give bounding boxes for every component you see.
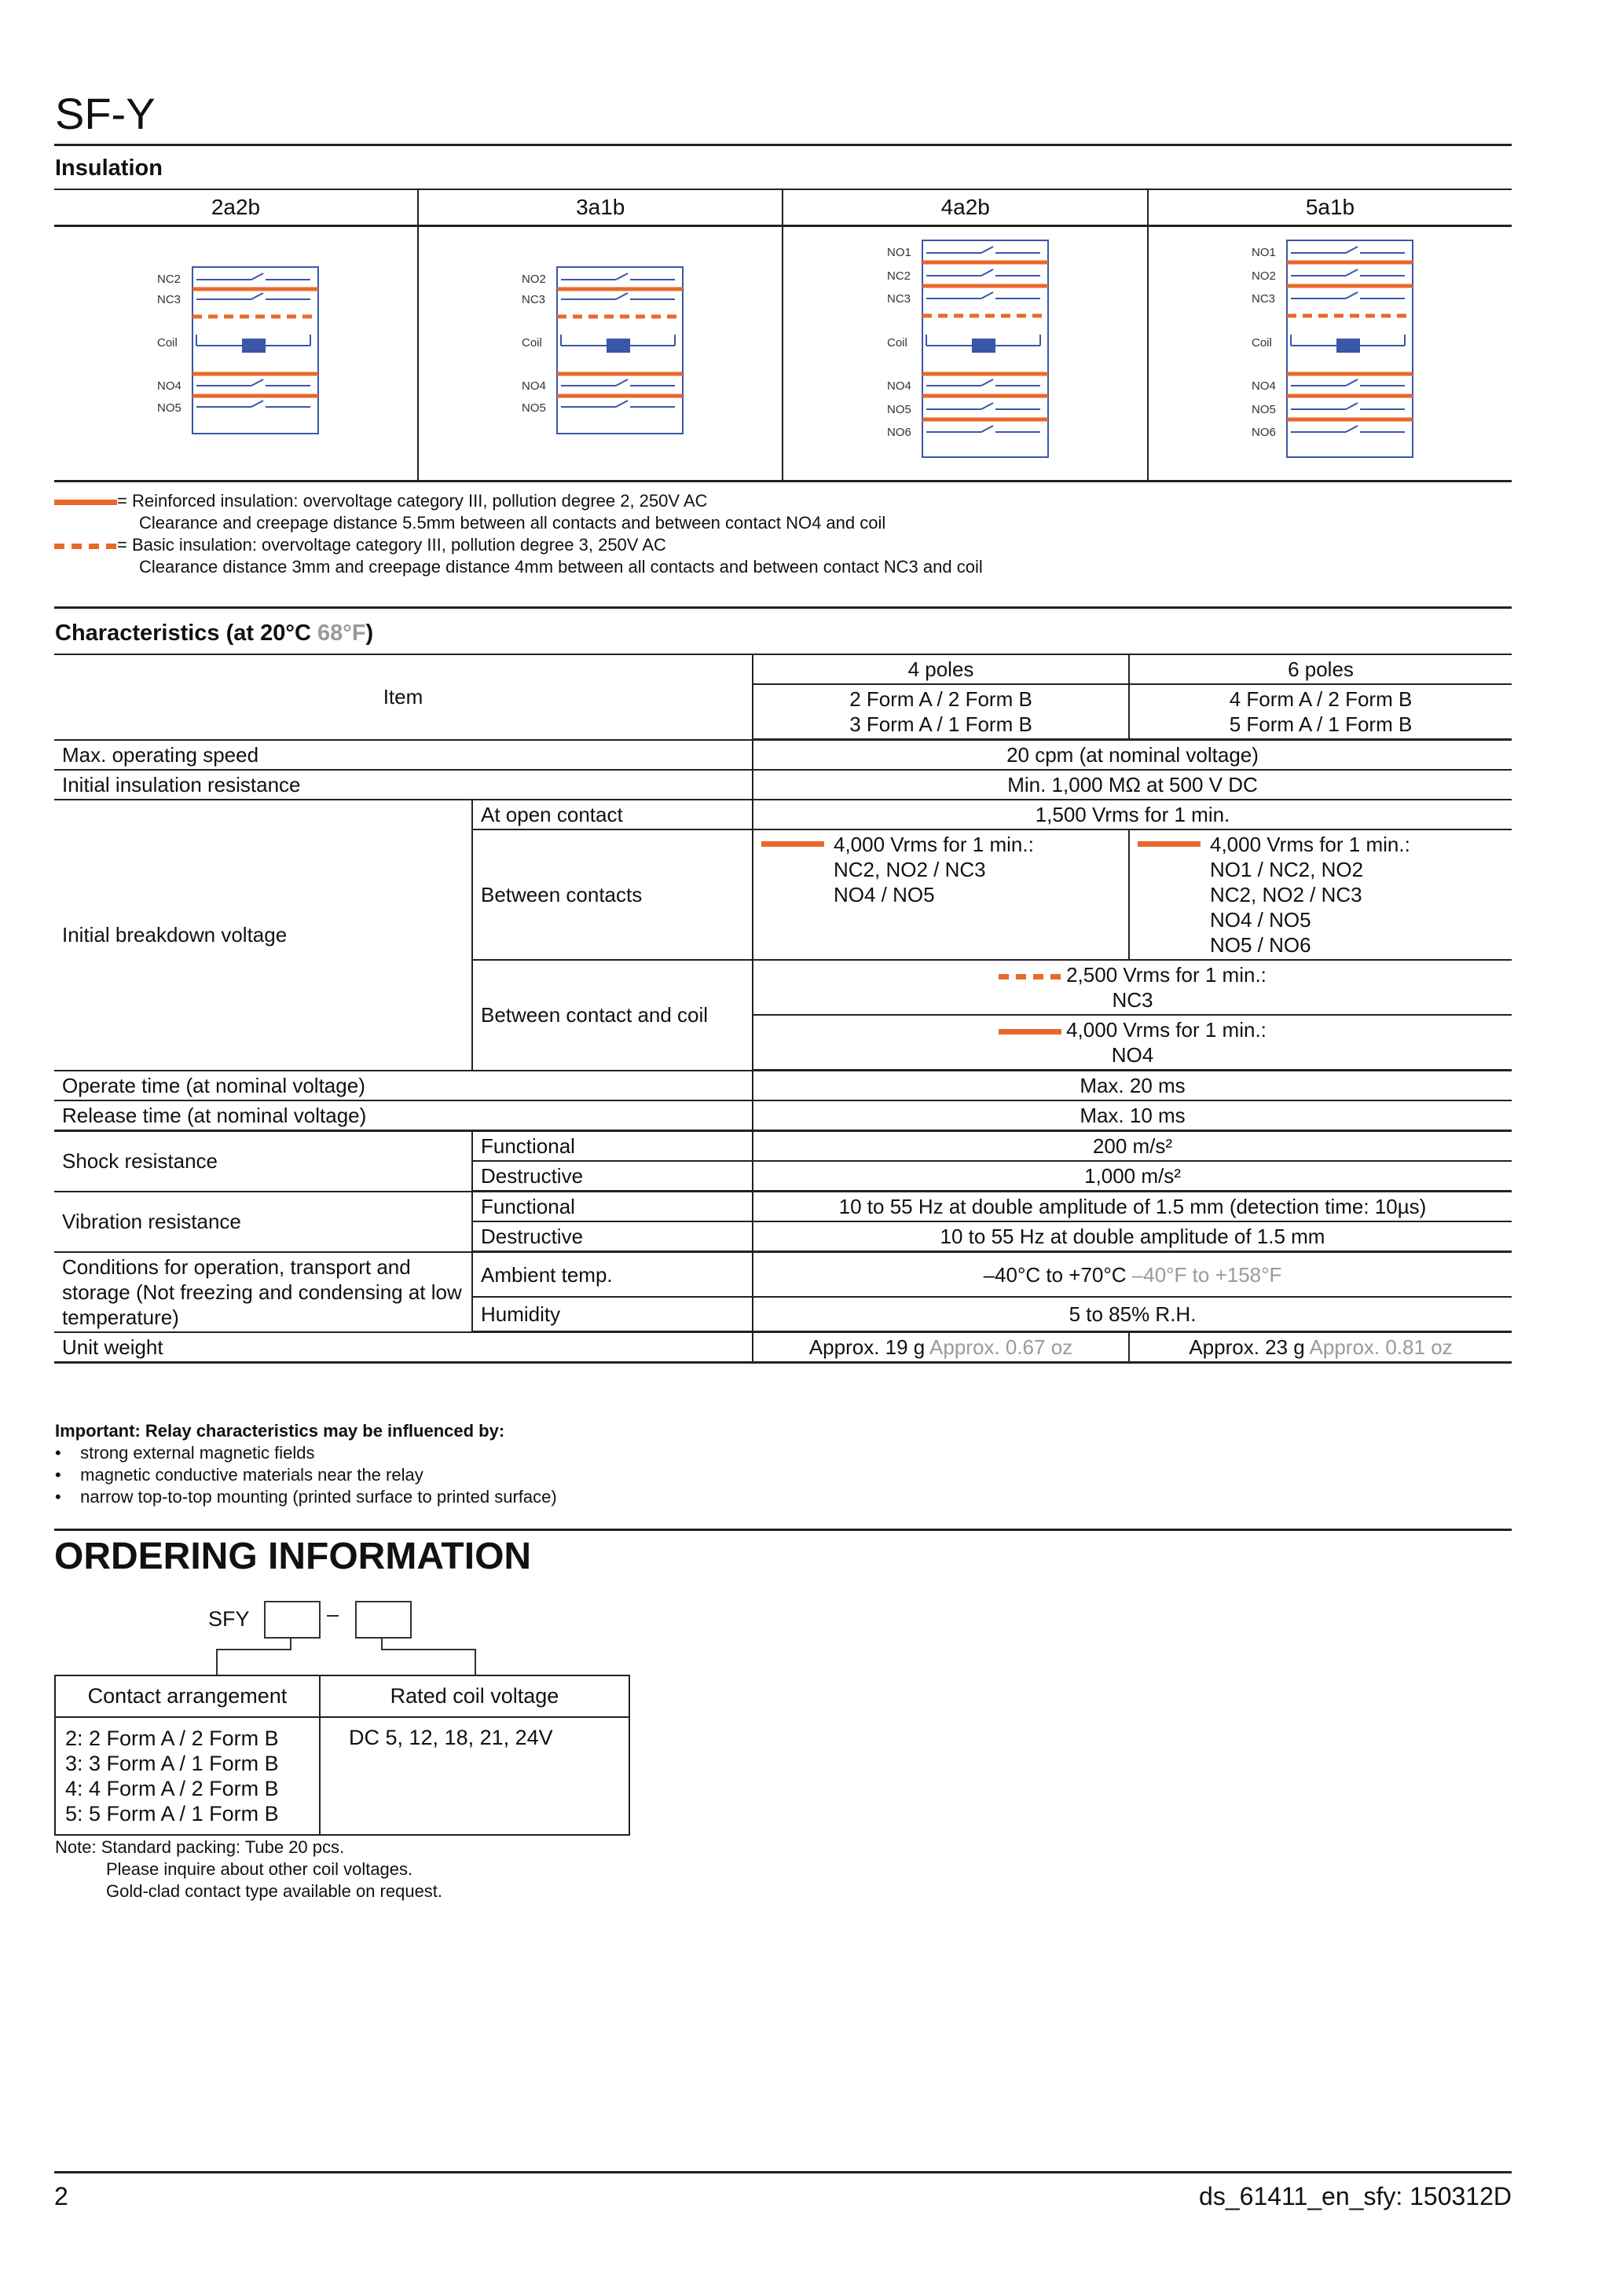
- pin-label: NO1: [886, 245, 911, 259]
- reinforced-line-icon: [54, 500, 117, 505]
- legend-text: = Basic insulation: overvoltage category III, pollution degree 3, 250V AC: [117, 535, 666, 555]
- row-label: Initial insulation resistance: [54, 770, 753, 800]
- row-value: 1,500 Vrms for 1 min.: [753, 800, 1512, 829]
- page-title: SF-Y: [55, 89, 156, 138]
- pin-label: Coil: [1251, 335, 1272, 350]
- row-value: Max. 20 ms: [753, 1071, 1512, 1101]
- ordering-heading: ORDERING INFORMATION: [54, 1536, 532, 1577]
- page-number: 2: [54, 2182, 68, 2210]
- form-text: 4 Form A / 2 Form B: [1229, 687, 1413, 711]
- value-line: NC2, NO2 / NC3: [1210, 883, 1362, 906]
- contact-code-box: [264, 1601, 321, 1639]
- between4-value: [753, 829, 1129, 960]
- pin-label: NC3: [1251, 291, 1275, 306]
- value-line: NO1 / NC2, NO2: [1210, 858, 1364, 881]
- value-line: NO4 / NO5: [1210, 908, 1311, 932]
- sub-label: Functional: [472, 1131, 753, 1162]
- value-oz: Approx. 0.67 oz: [929, 1335, 1073, 1359]
- sub-label: Functional: [472, 1192, 753, 1222]
- coil-b-value: [753, 1015, 1512, 1071]
- value-oz: Approx. 0.81 oz: [1309, 1335, 1453, 1359]
- row-label: Initial breakdown voltage: [54, 800, 472, 1071]
- section-rule: [54, 1529, 1512, 1531]
- arrangement-option: 4: 4 Form A / 2 Form B: [65, 1777, 279, 1800]
- row-value: 10 to 55 Hz at double amplitude of 1.5 mm: [753, 1221, 1512, 1252]
- list-item-text: narrow top-to-top mounting (printed surface to printed surface): [80, 1487, 557, 1507]
- row-label: Conditions for operation, transport and storage (Not freezing and condensing at low temperature): [54, 1252, 472, 1332]
- schematic-cell: [418, 226, 783, 482]
- sub-label: Destructive: [472, 1221, 753, 1252]
- order-connector-lines: [54, 1637, 630, 1676]
- insulation-legend: [54, 490, 983, 578]
- rated-voltage-header: Rated coil voltage: [320, 1675, 629, 1717]
- note-line: Gold-clad contact type available on request.: [106, 1881, 443, 1901]
- pin-label: Coil: [156, 335, 178, 350]
- pin-label: NC2: [886, 269, 911, 283]
- list-item: • narrow top-to-top mounting (printed surface to printed surface): [55, 1487, 557, 1507]
- note-line: Note: Standard packing: Tube 20 pcs.: [55, 1837, 345, 1857]
- sub-label: Humidity: [472, 1297, 753, 1332]
- value-line: NO4: [1111, 1043, 1154, 1067]
- basic-line-icon: [54, 544, 117, 549]
- characteristics-heading: [55, 621, 373, 646]
- value-text: Approx. 23 g: [1189, 1335, 1305, 1359]
- row-value: 5 to 85% R.H.: [753, 1297, 1512, 1332]
- weight4: [753, 1332, 1129, 1363]
- ordering-table: [54, 1675, 630, 1836]
- weight6: [1129, 1332, 1512, 1363]
- value-line: 4,000 Vrms for 1 min.:: [1066, 1018, 1267, 1042]
- voltage-code-box: [355, 1601, 412, 1639]
- footer-rule: [54, 2171, 1512, 2173]
- section-rule: [54, 606, 1512, 609]
- pin-label: NO4: [886, 379, 911, 393]
- pin-label: NO6: [886, 425, 911, 439]
- value-text: Approx. 19 g: [808, 1335, 926, 1359]
- coil-a-value: [753, 960, 1512, 1015]
- reinforced-line-icon: [761, 841, 824, 847]
- between6-value: [1129, 829, 1512, 960]
- row-label: Max. operating speed: [54, 740, 753, 771]
- pin-label: NC3: [156, 292, 181, 306]
- pin-label: NO5: [522, 401, 547, 415]
- reinforced-line-icon: [1138, 841, 1201, 847]
- characteristics-table: [54, 654, 1512, 1364]
- schematic-cell: [1148, 226, 1512, 482]
- heading-text: Characteristics (at 20°C: [55, 621, 317, 646]
- value-fahrenheit: –40°F to +158°F: [1131, 1262, 1282, 1287]
- pin-label: NC3: [522, 292, 546, 306]
- value-text: –40°C to +70°C: [983, 1262, 1127, 1287]
- row-value: 200 m/s²: [753, 1131, 1512, 1162]
- row-label: Operate time (at nominal voltage): [54, 1071, 753, 1101]
- pin-label: Coil: [522, 335, 543, 350]
- important-heading: Important: Relay characteristics may be influenced by:: [55, 1421, 505, 1441]
- legend-text: Clearance and creepage distance 5.5mm between all contacts and between contact NO4 and coil: [139, 513, 886, 533]
- sub-label: Between contact and coil: [472, 960, 753, 1071]
- pin-label: Coil: [886, 335, 907, 350]
- ordering-notes: [55, 1836, 442, 1902]
- list-item: • magnetic conductive materials near the relay: [55, 1465, 423, 1485]
- row-label: Vibration resistance: [54, 1192, 472, 1252]
- sub-label: Ambient temp.: [472, 1252, 753, 1298]
- value-line: NC2, NO2 / NC3: [834, 858, 986, 881]
- arrangements-cell: [55, 1717, 320, 1835]
- important-notes: [55, 1420, 557, 1508]
- legend-text: Clearance distance 3mm and creepage distance 4mm between all contacts and between contact NC3 and coil: [139, 557, 983, 577]
- note-line: Please inquire about other coil voltages.: [106, 1859, 413, 1879]
- row-label: Release time (at nominal voltage): [54, 1100, 753, 1131]
- pin-label: NO2: [522, 272, 547, 286]
- col-4a2b: 4a2b: [783, 189, 1148, 226]
- pin-label: NO4: [156, 379, 181, 393]
- doc-id: ds_61411_en_sfy: 150312D: [1199, 2182, 1512, 2210]
- list-item-text: strong external magnetic fields: [80, 1443, 315, 1463]
- voltages-cell: DC 5, 12, 18, 21, 24V: [320, 1717, 629, 1835]
- list-item-text: magnetic conductive materials near the relay: [80, 1465, 423, 1485]
- poles4-header: 4 poles: [753, 654, 1129, 684]
- heading-text: ): [365, 621, 374, 646]
- forms4: [753, 684, 1129, 740]
- reinforced-line-icon: [999, 1029, 1061, 1034]
- pin-label: NO2: [1251, 269, 1276, 283]
- row-value: Max. 10 ms: [753, 1100, 1512, 1131]
- col-3a1b: 3a1b: [418, 189, 783, 226]
- ambient-value: [753, 1252, 1512, 1298]
- value-line: 2,500 Vrms for 1 min.:: [1066, 963, 1267, 987]
- row-value: 20 cpm (at nominal voltage): [753, 740, 1512, 771]
- value-line: 4,000 Vrms for 1 min.:: [834, 833, 1034, 856]
- arrangement-option: 3: 3 Form A / 1 Form B: [65, 1752, 279, 1775]
- value-line: NO5 / NO6: [1210, 933, 1311, 957]
- schematic-4a2b: [848, 234, 1083, 470]
- item-header: Item: [54, 654, 753, 740]
- value-line: 4,000 Vrms for 1 min.:: [1210, 833, 1410, 856]
- pin-label: NO1: [1251, 245, 1276, 259]
- sub-label: Destructive: [472, 1161, 753, 1192]
- basic-line-icon: [999, 974, 1061, 980]
- schematic-2a2b: [118, 258, 354, 446]
- pin-label: NO6: [1251, 425, 1276, 439]
- pin-label: NO5: [1251, 402, 1276, 416]
- pin-label: NO5: [156, 401, 181, 415]
- schematic-cell: [54, 226, 418, 482]
- title-rule: [54, 144, 1512, 146]
- order-dash: –: [327, 1602, 339, 1626]
- row-value: 10 to 55 Hz at double amplitude of 1.5 mm (detection time: 10µs): [753, 1192, 1512, 1222]
- value-line: NO4 / NO5: [834, 883, 935, 906]
- row-value: 1,000 m/s²: [753, 1161, 1512, 1192]
- list-item: • strong external magnetic fields: [55, 1443, 315, 1463]
- order-prefix: SFY: [208, 1607, 250, 1631]
- arrangement-option: 5: 5 Form A / 1 Form B: [65, 1802, 279, 1825]
- form-text: 3 Form A / 1 Form B: [849, 712, 1032, 736]
- row-label: Shock resistance: [54, 1131, 472, 1192]
- pin-label: NC3: [886, 291, 911, 306]
- row-label: Unit weight: [54, 1332, 753, 1363]
- insulation-table: [54, 189, 1512, 482]
- sub-label: At open contact: [472, 800, 753, 829]
- heading-fahrenheit: 68°F: [317, 621, 366, 646]
- value-line: NC3: [1112, 988, 1153, 1012]
- poles6-header: 6 poles: [1129, 654, 1512, 684]
- col-2a2b: 2a2b: [54, 189, 418, 226]
- pin-label: NO4: [1251, 379, 1276, 393]
- forms6: [1129, 684, 1512, 740]
- form-text: 2 Form A / 2 Form B: [849, 687, 1032, 711]
- sub-label: Between contacts: [472, 829, 753, 960]
- pin-label: NC2: [156, 272, 181, 286]
- pin-label: NO4: [522, 379, 547, 393]
- col-5a1b: 5a1b: [1148, 189, 1512, 226]
- pin-label: NO5: [886, 402, 911, 416]
- insulation-heading: Insulation: [55, 156, 163, 181]
- contact-arrangement-header: Contact arrangement: [55, 1675, 320, 1717]
- row-value: Min. 1,000 MΩ at 500 V DC: [753, 770, 1512, 800]
- schematic-5a1b: [1212, 234, 1448, 470]
- legend-text: = Reinforced insulation: overvoltage category III, pollution degree 2, 250V AC: [117, 491, 708, 511]
- schematic-cell: [783, 226, 1148, 482]
- form-text: 5 Form A / 1 Form B: [1229, 712, 1413, 736]
- schematic-3a1b: [482, 258, 718, 446]
- arrangement-option: 2: 2 Form A / 2 Form B: [65, 1727, 279, 1750]
